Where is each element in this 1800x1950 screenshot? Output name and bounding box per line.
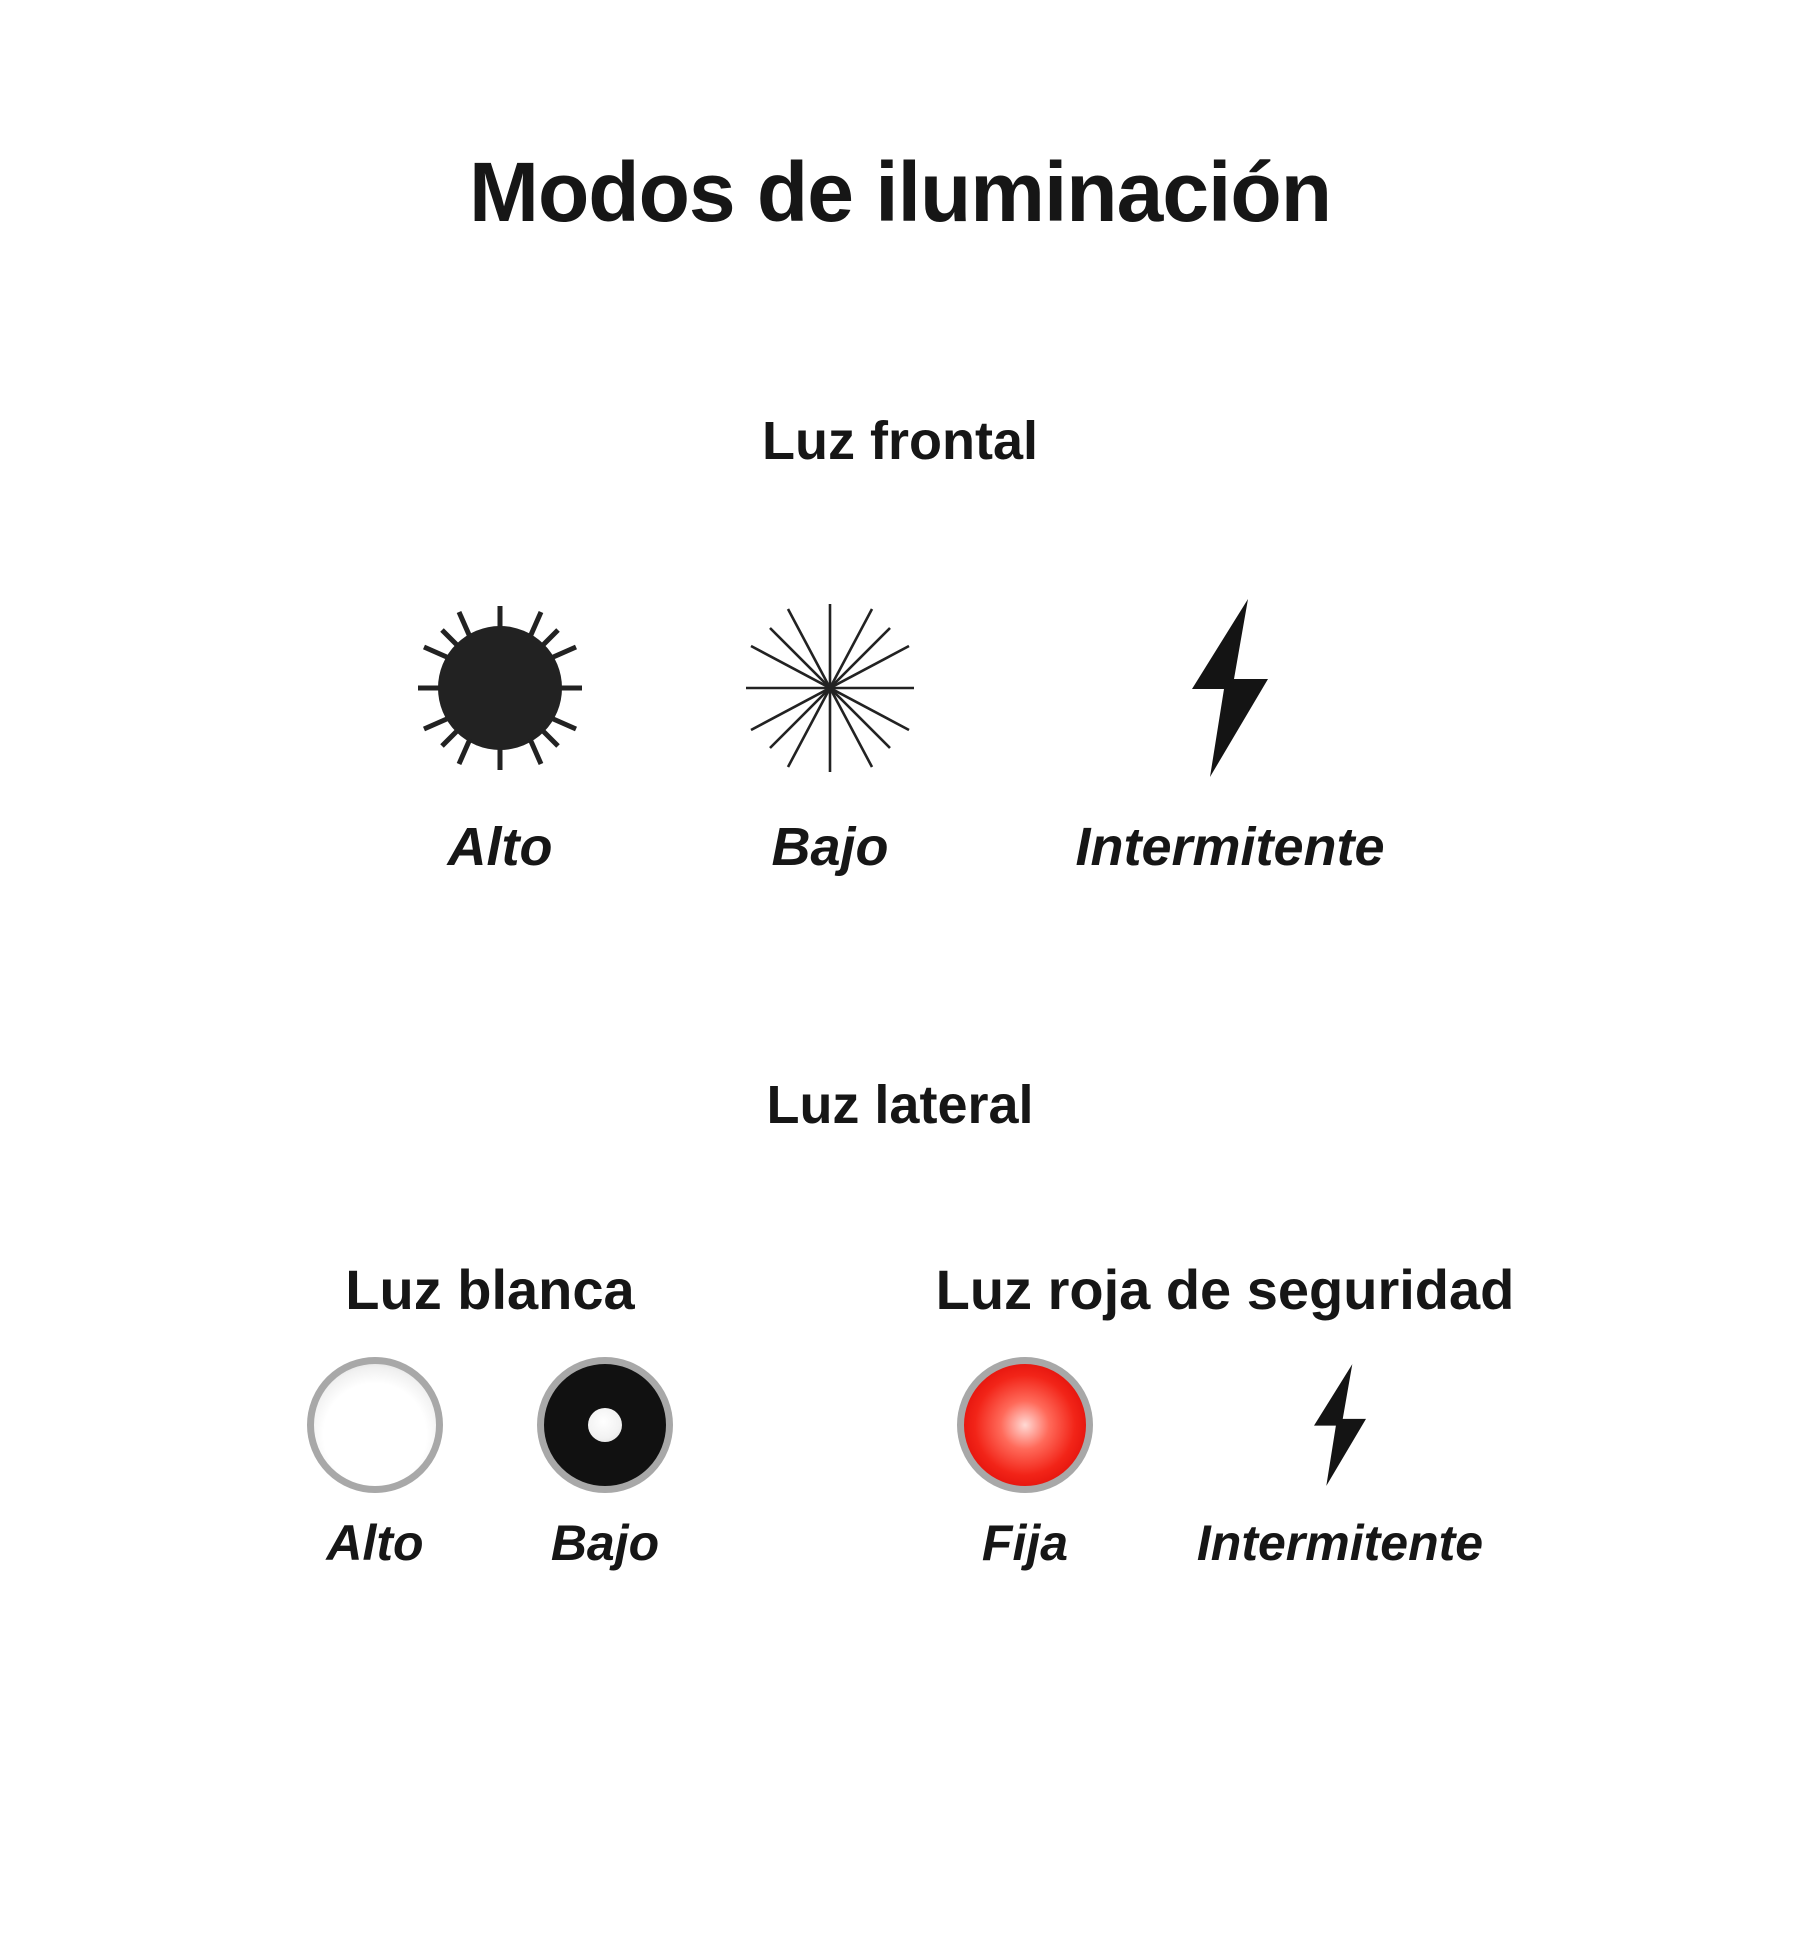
sun-filled-icon — [400, 588, 600, 788]
front-mode-intermitente — [995, 588, 1465, 878]
side-white-mode-bajo — [490, 1360, 720, 1572]
group-luz-roja-title: Luz roja de seguridad — [935, 1258, 1515, 1321]
front-mode-alto-label: Alto — [447, 817, 553, 877]
front-mode-bajo — [665, 588, 995, 878]
sun-outline-icon — [730, 588, 930, 788]
side-white-mode-alto-label: Alto — [326, 1515, 424, 1571]
front-light-items — [0, 588, 1800, 878]
side-red-mode-fija-label: Fija — [981, 1515, 1069, 1571]
side-white-mode-bajo-label: Bajo — [550, 1515, 660, 1571]
side-light-groups — [0, 1258, 1800, 1572]
side-light-title: Luz lateral — [766, 1075, 1034, 1135]
illumination-modes-diagram — [0, 145, 1800, 1950]
lightning-bolt-icon — [1298, 1360, 1382, 1490]
side-red-mode-intermitente — [1140, 1360, 1540, 1572]
lightning-bolt-icon — [1170, 588, 1290, 788]
lamp-white-high-icon — [307, 1360, 443, 1490]
front-mode-intermitente-label: Intermitente — [1075, 817, 1385, 877]
group-luz-roja-items — [910, 1360, 1540, 1572]
side-white-mode-alto — [260, 1360, 490, 1572]
page-title: Modos de iluminación — [468, 145, 1332, 239]
front-mode-alto — [335, 588, 665, 878]
group-luz-blanca — [260, 1258, 720, 1572]
side-red-mode-intermitente-label: Intermitente — [1196, 1515, 1484, 1571]
lamp-red-icon — [957, 1360, 1093, 1490]
front-mode-bajo-label: Bajo — [771, 817, 889, 877]
group-luz-blanca-items — [260, 1360, 720, 1572]
group-luz-roja — [910, 1258, 1540, 1572]
front-light-section — [0, 411, 1800, 878]
front-light-title: Luz frontal — [762, 411, 1038, 471]
lamp-white-low-icon — [537, 1360, 673, 1490]
side-red-mode-fija — [910, 1360, 1140, 1572]
group-luz-blanca-title: Luz blanca — [345, 1258, 635, 1321]
side-light-section — [0, 1075, 1800, 1572]
